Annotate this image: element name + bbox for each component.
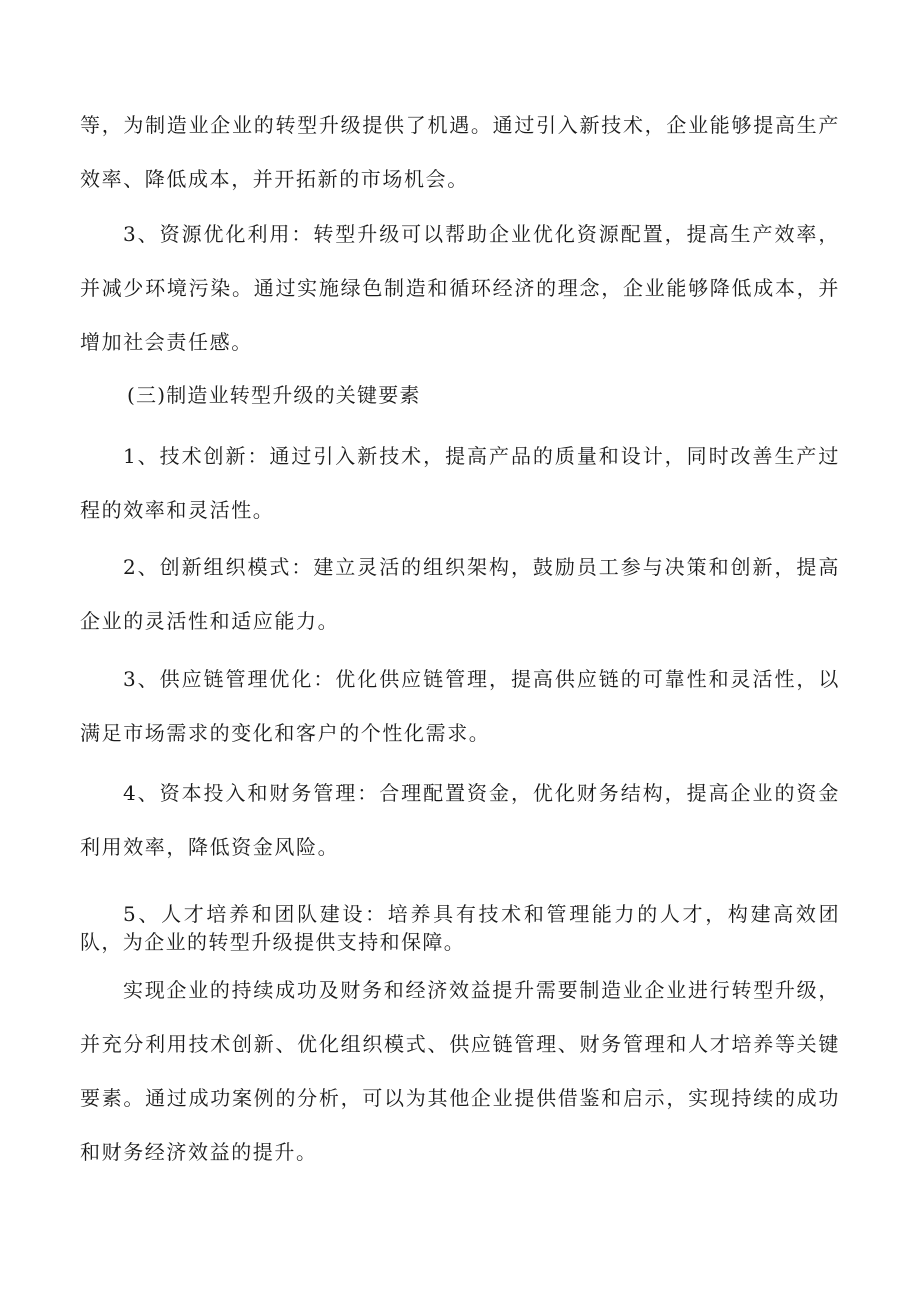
key-element-capital-finance: 4、资本投入和财务管理：合理配置资金，优化财务结构，提高企业的资金利用效率，降低资金风险。 [80, 781, 840, 859]
paragraph-intro-continuation: 等，为制造业企业的转型升级提供了机遇。通过引入新技术，企业能够提高生产效率、降低成本，并开拓新的市场机会。 [80, 113, 840, 191]
key-element-technology-innovation: 1、技术创新：通过引入新技术，提高产品的质量和设计，同时改善生产过程的效率和灵活性。 [80, 444, 840, 522]
key-element-supply-chain: 3、供应链管理优化：优化供应链管理，提高供应链的可靠性和灵活性，以满足市场需求的变化和客户的个性化需求。 [80, 667, 840, 745]
key-element-organization-model: 2、创新组织模式：建立灵活的组织架构，鼓励员工参与决策和创新，提高企业的灵活性和适应能力。 [80, 555, 840, 633]
paragraph-resource-optimization: 3、资源优化利用：转型升级可以帮助企业优化资源配置，提高生产效率，并减少环境污染。通过实施绿色制造和循环经济的理念，企业能够降低成本，并增加社会责任感。 [80, 222, 840, 354]
paragraph-conclusion: 实现企业的持续成功及财务和经济效益提升需要制造业企业进行转型升级，并充分利用技术创新、优化组织模式、供应链管理、财务管理和人才培养等关键要素。通过成功案例的分析，可以为其他企业提供借鉴和启示，实现持续的成功和财务经济效益的提升。 [80, 978, 840, 1164]
section-heading: (三)制造业转型升级的关键要素 [127, 383, 421, 407]
key-element-talent-team: 5、人才培养和团队建设：培养具有技术和管理能力的人才，构建高效团队，为企业的转型升级提供支持和保障。 [80, 902, 840, 954]
